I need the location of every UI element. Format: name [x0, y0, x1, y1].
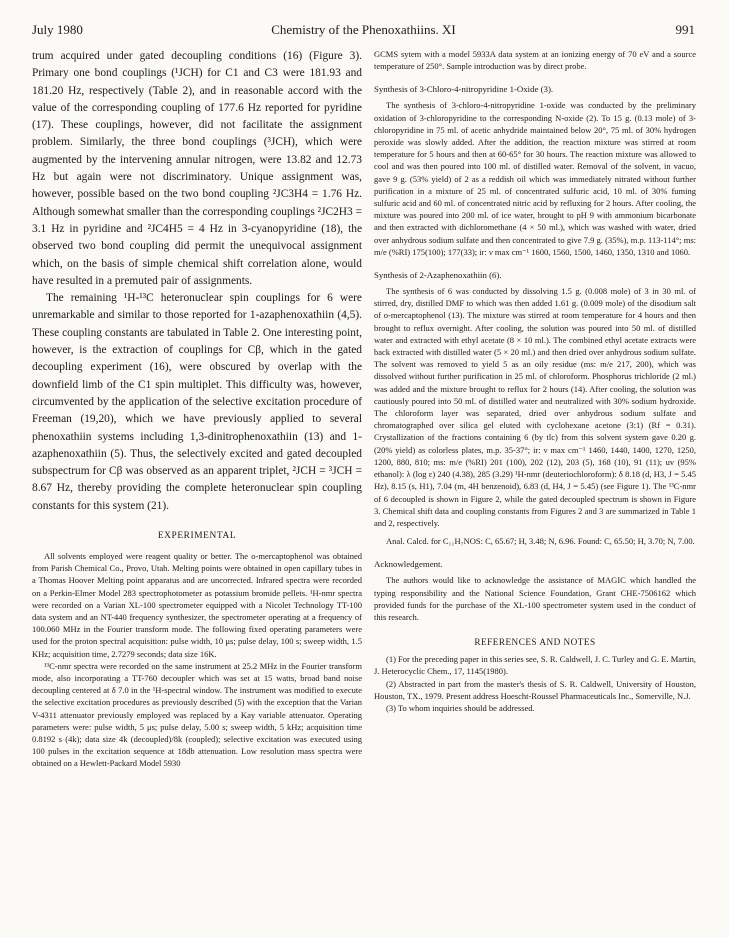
right-column	[374, 48, 696, 714]
reference-item: (3) To whom inquiries should be addressed.	[386, 702, 535, 713]
synthesis-3-text: The synthesis of 3-chloro-4-nitropyridine 1-oxide was conducted by the preliminary oxidation of 3-chloropyridine to the corresponding N-oxide (2). To 15 g. (0.13 mole) of 3-chloropyridine in 75 ml. of acetic anhydride maintained below 20°, 75 ml. of 30% hydrogen peroxide was slowly added. After the addition, the reaction mixture was stirred at room temperature for 5 hours and then at 60-65° for 30 hours. The reaction mixture was allowed to cool and was then poured into 100 ml. of distilled water. Removal of the solvent, in vacuo, gave 9 g. (53% yield) of 2 as a reddish oil which was immediately nitrated without further purification in a mixture of 25 ml. of concentrated sulfuric acid, 10 ml. of 30% fuming sulfuric acid and 60 ml. of concentrated nitric acid by refluxing for 2 hours. After cooling, the mixture was poured into 200 ml. of ice water, brought to pH 9 with ammonium bicarbonate and then extracted with dichloromethane (4 × 50 ml.), which was washed with water, dried over anhydrous sodium sulfate and then concentrated to give 7.9 g. (35%), m.p. 113-114°; ms: m/e (%RI) 175(100); 177(33); ir: ν max cm⁻¹ 1600, 1560, 1500, 1460, 1350, 1310 and 1060.	[374, 100, 696, 257]
running-title: Chemistry of the Phenoxathiins. XI	[271, 22, 456, 37]
elemental-analysis: Anal. Calcd. for C₁₁H₇NOS: C, 65.67; H, 3.48; N, 6.96. Found: C, 65.50; H, 3.70; N, 7.00.	[386, 536, 695, 547]
page-header	[32, 22, 695, 38]
synthesis-3-heading: Synthesis of 3-Chloro-4-nitropyridine 1-Oxide (3).	[374, 84, 554, 95]
synthesis-6-heading: Synthesis of 2-Azaphenoxathiin (6).	[374, 270, 502, 281]
acknowledgement-heading: Acknowledgement.	[374, 559, 443, 570]
acknowledgement-text: The authors would like to acknowledge the assistance of MAGIC which handled the typing responsibility and the National Science Foundation, Grant CHE-7506162 which provided funds for the purchase of the XL-100 spectrometer system used in the conduct of this research.	[374, 575, 696, 622]
left-column	[32, 48, 362, 770]
reference-item: (1) For the preceding paper in this series see, S. R. Caldwell, J. C. Turley and G. E. Martin, J. Heterocyclic Chem., 17, 1145(1980).	[374, 654, 696, 677]
page-number: 991	[675, 22, 695, 37]
reference-item: (2) Abstracted in part from the master's thesis of S. R. Caldwell, University of Houston, Houston, TX., 1979. Present address Hoescht-Roussel Pharmaceuticals Inc., Somerville, N.J.	[374, 678, 696, 701]
body-paragraph: The remaining ¹H-¹³C heteronuclear spin couplings for 6 were unremarkable and similar to those reported for 1-azaphenoxathiin (4,5). These coupling constants are tabulated in Table 2. One interesting point, however, is the extraction of couplings for Cβ, which in the gated decoupling experiment (16), were obscured by overlap with the downfield limb of the C1 spin multiplet. This difficulty was, however, circumvented by the application of the selective excitation procedure of Freeman (19,20), which we have previously applied to several phenoxathiin systems including 1,3-dinitrophenoxathiin (13) and 1-azaphenoxathiin (5). Thus, the selectively excited and gated decoupled subspectrum for Cβ was observed as an apparent triplet, ²JCH = ³JCH = 8.67 Hz, thereby providing the complete heteronuclear spin coupling constants for this system (21).	[32, 292, 362, 512]
references-heading: REFERENCES AND NOTES	[474, 637, 596, 648]
synthesis-6-text: The synthesis of 6 was conducted by dissolving 1.5 g. (0.008 mole) of 3 in 30 ml. of stirred, dry, distilled DMF to which was then added 1.61 g. (0.009 mole) of the disodium salt of o-mercaptophenol (13). The mixture was stirred at room temperature for 4 hours and then brought to reflux overnight. After cooling, the solution was poured into 50 ml. of distilled water and extracted with ethyl acetate (8 × 10 ml.). The combined ethyl acetate extracts were back extracted with distilled water (5 × 20 ml.) and then dried over anhydrous sodium sulfate. The solvent was removed to yield 5 as an oily residue (ms: m/e 217, 200), which was dissolved without further purification in 25 ml. of chloroform. Phosphorus trichloride (2 ml.) was added and the mixture brought to reflux for 2 hours (14). After cooling, the solution was cautiously poured into 50 ml. of distilled water and neutralized with 30% sodium hydroxide. The chloroform layer was separated, dried over anhydrous sodium sulfate and chromatographed over silica gel eluted with cyclohexane acetone (3:1) (Rf = 0.31). Crystallization of the fractions containing 6 (by tlc) from this solvent system gave 0.20 g. (20% yield) as colorless plates, m.p. 35-37°; ir: ν max cm⁻¹ 1460, 1440, 1400, 1270, 1250, 1200, 880, 810; ms: m/e (%RI) 201 (100), 202 (12), 203 (5), 168 (10), 91 (11); uv (95% ethanol): λ (log ε) 240 (4.38), 285 (3.29) ¹H-nmr (deuteriochloroform): δ 8.18 (d, H3, J = 5.45 Hz), 8.15 (s, H1), 7.04 (m, 4H benzenoid), 6.83 (d, H4, J = 5.45) (see Figure 1). The ¹³C-nmr of 6 decoupled is shown in Figure 2, while the gated decoupled spectrum is shown in Figure 3. Chemical shift data and coupling constants from Figures 2 and 3 are summarized in Table 1 and 2, respectively.	[374, 286, 696, 528]
experimental-paragraph: All solvents employed were reagent quality or better. The o-mercaptophenol was obtained from Parish Chemical Co., Provo, Utah. Melting points were obtained in open capillary tubes in a Thomas Hoover Melting point apparatus and are uncorrected. Infrared spectra were recorded on a Perkin-Elmer Model 283 spectrophotometer as potassium bromide pellets. ¹H-nmr spectra were recorded on a Varian XL-100 spectrometer equipped with a Nicolet Technology TT-100 data system and an NT-440 frequency synthesizer, the spectrometer operating at a frequency of 100.060 MHz in the Fourier transform mode. The following fixed operating parameters were used for the proton spectral acquisition: pulse width, 10 μs; pulse delay, 100 s; sweep width, 1.5 KHz; acquisition time, 2.7279 seconds; data size 16K.	[32, 551, 362, 659]
instrument-paragraph: GCMS sytem with a model 5933A data system at an ionizing energy of 70 eV and a source temperature of 250°. Sample introduction was by direct probe.	[374, 49, 696, 72]
body-paragraph: trum acquired under gated decoupling conditions (16) (Figure 3). Primary one bond couplings (¹JCH) for C1 and C3 were 181.93 and 181.20 Hz, respectively (Table 2), and in reasonable accord with the value of the corresponding coupling of 177.6 Hz reported for pyridine (17). These couplings, however, did not facilitate the assignment problem. Similarly, the three bond couplings (³JCH), which were augmented by the intervening annular nitrogen, were 13.82 and 12.73 Hz but again were not discriminatory. Unique assignment was, however, possible based on the two bond coupling ²JC3H4 = 1.76 Hz. Although somewhat smaller than the corresponding couplings ²JC2H3 = 3.1 Hz in pyridine and ²JC4H5 = 4 Hz in 3-cyanopyridine (18), the observed two bond coupling did permit the unequivocal assignment which, on the basis of simple chemical shift correlation alone, would have resulted in a premuted pair of assignments.	[32, 50, 362, 287]
issue-date: July 1980	[32, 22, 83, 37]
experimental-paragraph: ¹³C-nmr spectra were recorded on the same instrument at 25.2 MHz in the Fourier transform mode, also incorporating a TT-760 decoupler which was set at 15 watts, broad band noise decoupling centered at δ 7.0 in the ¹H-spectral window. The instrument was modified to execute the selective excitation procedures as previously described (5) with the exception that the Varian V-4311 attenuator previously employed was replaced by a Kay variable attenuator. Operating parameters were: pulse width, 5 μs; pulse delay, 5.00 s; sweep width, 5 kHz; acquisition time 0.8192 s (4k); data size 4k (decoupled)/8k (coupled); selective excitation was executed using 100 pulses in the excitation sequence at 18db attenuation. Low resolution mass spectra were obtained on a Hewlett-Packard Model 5930	[32, 660, 362, 769]
experimental-heading: EXPERIMENTAL	[157, 531, 237, 542]
